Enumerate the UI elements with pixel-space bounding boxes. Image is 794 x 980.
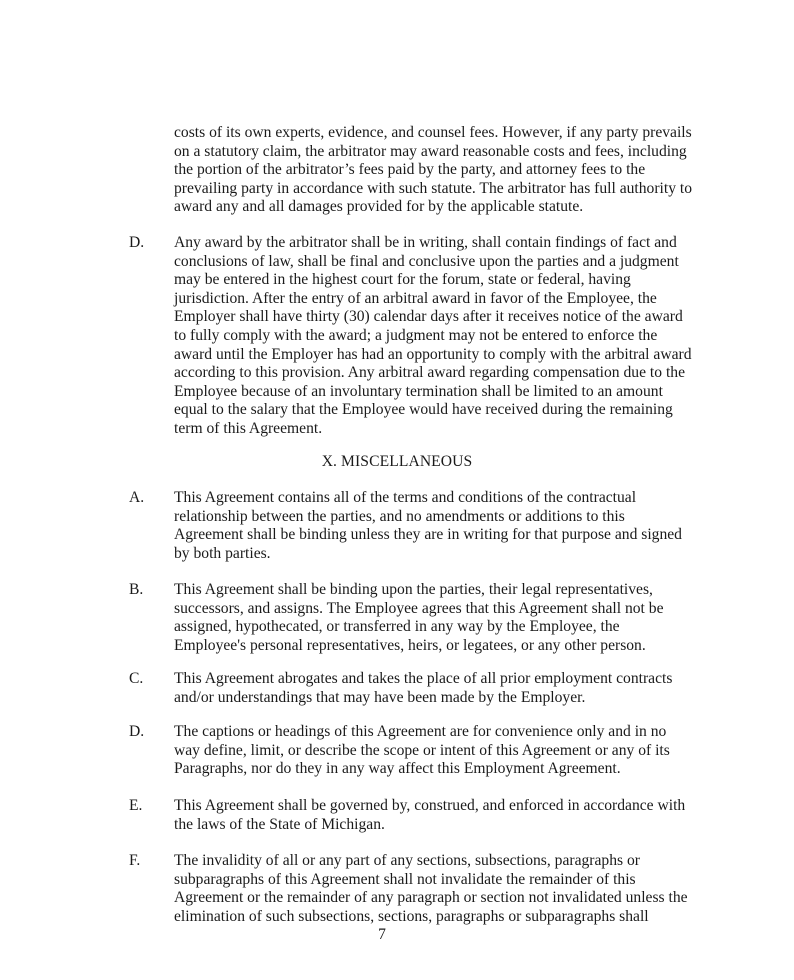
paragraph-c: This Agreement abrogates and takes the place of all prior employment contracts and/or understandings that may have been made by the Employer. bbox=[174, 670, 673, 706]
paragraph-e: This Agreement shall be governed by, construed, and enforced in accordance with the laws of the State of Michigan. bbox=[174, 797, 686, 833]
item-letter-a: A. bbox=[129, 489, 145, 506]
page-number: 7 bbox=[378, 926, 386, 943]
continued-paragraph: costs of its own experts, evidence, and counsel fees. However, if any party prevails on a statutory claim, the arbitrator may award reasonable costs and fees, including the portion of the arbitrator’s fees paid by the party, and attorney fees to the prevailing party in accordance with such statute. The arbitrator has full authority to award any and all damages provided for by the applicable statute. bbox=[174, 124, 693, 216]
paragraph-b: This Agreement shall be binding upon the parties, their legal representatives, successors, and assigns. The Employee agrees that this Agreement shall not be assigned, hypothecated, or transferred in any way by the Employee, the Employee's personal representatives, heirs, or legatees, or any other person. bbox=[174, 581, 664, 654]
paragraph-a: This Agreement contains all of the terms and conditions of the contractual relationship between the parties, and no amendments or additions to this Agreement shall be binding unless they are in writing for that purpose and signed by both parties. bbox=[174, 489, 682, 562]
item-letter-c: C. bbox=[129, 670, 144, 687]
item-letter-d: D. bbox=[129, 723, 145, 740]
section-heading: X. MISCELLANEOUS bbox=[321, 453, 473, 470]
item-letter-ix-d: D. bbox=[129, 234, 145, 251]
item-letter-e: E. bbox=[129, 797, 143, 814]
item-letter-b: B. bbox=[129, 581, 144, 598]
paragraph-f: The invalidity of all or any part of any sections, subsections, paragraphs or subparagraphs of this Agreement shall not invalidate the remainder of this Agreement or the remainder of any paragraph or section not invalidated unless the elimination of such subsections, sections, paragraphs or subparagraphs shall bbox=[174, 852, 688, 925]
paragraph-ix-d: Any award by the arbitrator shall be in writing, shall contain findings of fact and conclusions of law, shall be final and conclusive upon the parties and a judgment may be entered in the highest court for the forum, state or federal, having jurisdiction. After the entry of an arbitral award in favor of the Employee, the Employer shall have thirty (30) calendar days after it receives notice of the award to fully comply with the award; a judgment may not be entered to enforce the award until the Employer has had an opportunity to comply with the arbitral award according to this provision. Any arbitral award regarding compensation due to the Employee because of an involuntary termination shall be limited to an amount equal to the salary that the Employee would have received during the remaining term of this Agreement. bbox=[174, 234, 692, 437]
item-letter-f: F. bbox=[129, 852, 141, 869]
paragraph-d: The captions or headings of this Agreement are for convenience only and in no way define, limit, or describe the scope or intent of this Agreement or any of its Paragraphs, nor do they in any way affect this Employment Agreement. bbox=[174, 723, 670, 778]
